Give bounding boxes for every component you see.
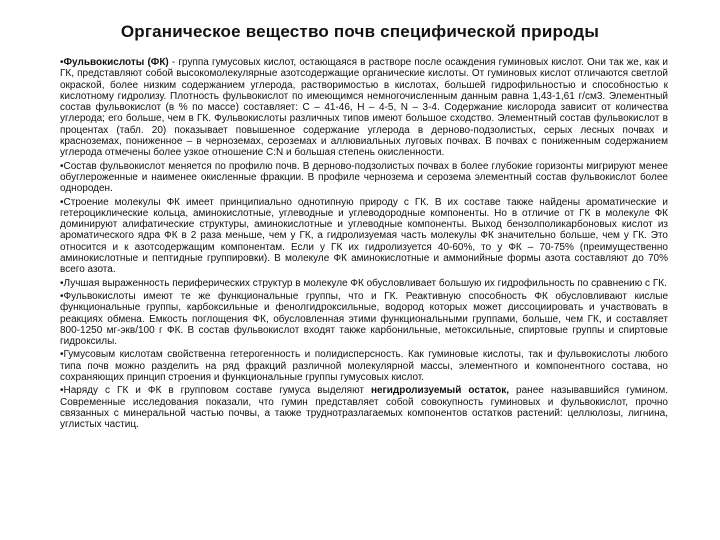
paragraph-text: Фульвокислоты имеют те же функциональные группы, что и ГК. Реактивную способность ФК обусловливают кислые функциональные группы, карбоксильные и фенолгидроксильные, водород которых может диссоциировать и участвовать в реакциях обмена. Емкость поглощения ФК, обусловленная этими функциональными группами, больше, чем ГК, и составляет 800-1250 мг-экв/100 г ФК. В состав фульвокислот входят также карбонильные, метоксильные, спиртовые группы и спиртовые гидроксилы. bbox=[60, 290, 668, 348]
paragraph-molecule-structure bbox=[60, 197, 668, 276]
bullet: • bbox=[60, 160, 64, 172]
paragraph-text-before: Наряду с ГК и ФК в групповом составе гумуса выделяют bbox=[63, 385, 371, 397]
bullet: • bbox=[60, 349, 64, 361]
slide-body bbox=[60, 57, 668, 433]
paragraph-text: Гумусовым кислотам свойственна гетерогенность и полидисперсность. Как гуминовые кислоты, так и фульвокислоты любого типа почв можно разделить на ряд фракций различной молекулярной массы, элементного и компонентного состава, но сохраняющих принцип строения и функциональные группы гумусовых кислот. bbox=[60, 349, 668, 384]
paragraph-hydrophilicity bbox=[60, 278, 668, 289]
paragraph-humin bbox=[60, 385, 668, 430]
bullet: • bbox=[60, 57, 64, 68]
paragraph-text: Состав фульвокислот меняется по профилю почв. В дерново-подзолистых почвах в более глубокие горизонты мигрируют менее обуглероженные и наименее окисленные фракции. В профиле чернозема и серозема элементный состав фульвокислот более однороден. bbox=[60, 160, 668, 195]
paragraph-functional-groups bbox=[60, 291, 668, 347]
bullet: • bbox=[60, 290, 64, 302]
paragraph-text: Лучшая выраженность периферических структур в молекуле ФК обусловливает большую их гидрофильность по сравнению с ГК. bbox=[63, 277, 667, 289]
paragraph-text: Строение молекулы ФК имеет принципиально однотипную природу с ГК. В их составе также найдены ароматические и гетероциклические кольца, аминокислотные, углеводные и углеводородные компоненты. Но в отличие от ГК в молекуле ФК доминируют алифатические структуры, аминокислотные и углеводные компоненты. Выход бензолполикарбоновых кислот из ароматического ядра ФК в 2 раза меньше, чем у ГК, а гидролизуемая часть молекулы ФК значительно больше, чем у ГК. Это относится и к азотсодержащим компонентам. Если у ГК их гидролизуется 40-60%, то у ФК – 70-75% (преимущественно аминокислотные и пептидные группировки). В молекуле ФК аминокислотные и аммонийные формы азота составляют до 70% всего азота. bbox=[60, 196, 668, 276]
term-non-hydrolyzable-residue: негидролизуемый остаток, bbox=[370, 385, 510, 397]
page-title: Органическое вещество почв специфической природы bbox=[120, 22, 600, 41]
paragraph-text: - группа гумусовых кислот, остающаяся в растворе после осаждения гуминовых кислот. Они так же, как и ГК, представляют собой высокомолекулярные азотсодержащие органические кислоты. От гуминовых кислот отличаются светлой окраской, более низким содержанием углерода, растворимостью в кислотах, большей гидрофильностью и способностью к кислотному гидролизу. Плотность фульвокислот по имеющимся немногочисленным данным равна 1,43-1,61 г/см3. Элементный состав фульвокислот (в % по массе) составляет: С – 41-46, Н – 4-5, N – 3-4. Содержание кислорода зависит от количества углерода; его больше, чем в ГК. Фульвокислоты различных типов имеют большое сходство. Элементный состав фульвокислот в процентах (табл. 20) показывает повышенное содержание углерода в дерново-подзолистых, серых лесных почвах и красноземах, пониженное – в черноземах, сероземах и аллювиальных луговых почвах. В почвах с пониженным содержанием углерода отмечены более узкое отношение С:N и большая степень окисленности. bbox=[60, 57, 668, 159]
paragraph-text: ранее называвшийся гумином. Современные исследования показали, что гумин представляет собой совокупность гуминовых и фульвокислот, прочно связанных с минеральной частью почвы, а также труднотразлагаемых компонентов остатков растений: целлюлозы, лигнина, углистых частиц. bbox=[60, 385, 669, 431]
bullet: • bbox=[60, 277, 64, 289]
paragraph-heterogeneity bbox=[60, 349, 668, 383]
paragraph-profile-composition bbox=[60, 161, 668, 195]
bullet: • bbox=[60, 385, 64, 397]
term-fulvic-acids: Фульвокислоты (ФК) bbox=[63, 57, 169, 68]
paragraph-fulvic-acids bbox=[60, 57, 668, 159]
bullet: • bbox=[60, 196, 64, 208]
